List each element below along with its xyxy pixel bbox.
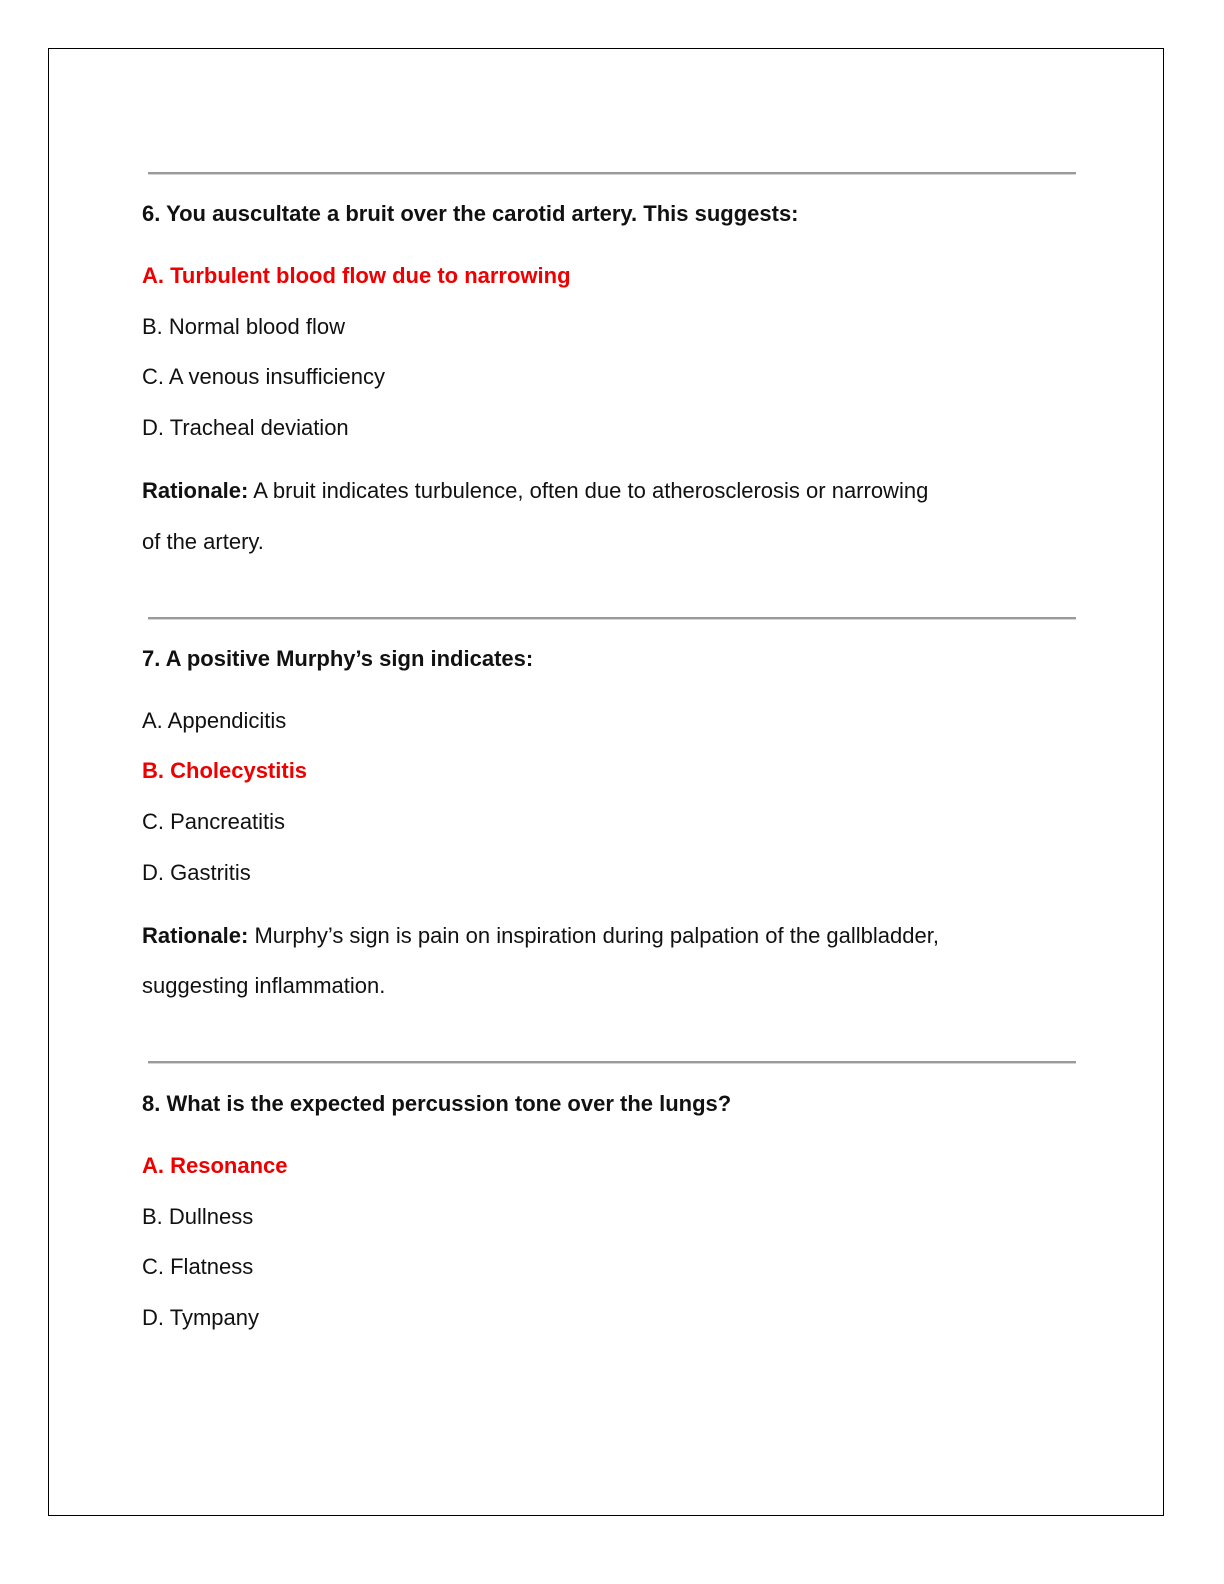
q7-rationale-cont: suggesting inflammation.: [142, 973, 386, 998]
q6-rationale-cont: of the artery.: [142, 529, 264, 554]
q6-option-a-correct: A. Turbulent blood flow due to narrowing: [142, 263, 571, 288]
q8-option-a-correct: A. Resonance: [142, 1153, 288, 1178]
q7-rationale: [142, 922, 939, 950]
question-7: 7. A positive Murphy’s sign indicates:: [142, 646, 534, 671]
question-8: 8. What is the expected percussion tone over the lungs?: [142, 1091, 732, 1116]
q7-option-d: D. Gastritis: [142, 860, 251, 885]
rationale-label: Rationale:: [142, 923, 249, 948]
q8-option-c: C. Flatness: [142, 1254, 254, 1279]
q6-rationale: [142, 477, 928, 505]
q8-option-d: D. Tympany: [142, 1305, 259, 1330]
section-divider: [148, 172, 1076, 174]
rationale-text: A bruit indicates turbulence, often due to atherosclerosis or narrowing: [248, 478, 929, 503]
q7-option-c: C. Pancreatitis: [142, 809, 286, 834]
q7-option-a: A. Appendicitis: [142, 708, 287, 733]
q6-option-d: D. Tracheal deviation: [142, 415, 349, 440]
q6-option-c: C. A venous insufficiency: [142, 364, 385, 389]
question-6: 6. You auscultate a bruit over the carotid artery. This suggests:: [142, 201, 799, 226]
q6-option-b: B. Normal blood flow: [142, 314, 345, 339]
section-divider: [148, 1061, 1076, 1063]
q7-option-b-correct: B. Cholecystitis: [142, 758, 308, 783]
q8-option-b: B. Dullness: [142, 1204, 254, 1229]
rationale-label: Rationale:: [142, 478, 249, 503]
section-divider: [148, 617, 1076, 619]
rationale-text: Murphy’s sign is pain on inspiration during palpation of the gallbladder,: [248, 923, 939, 948]
